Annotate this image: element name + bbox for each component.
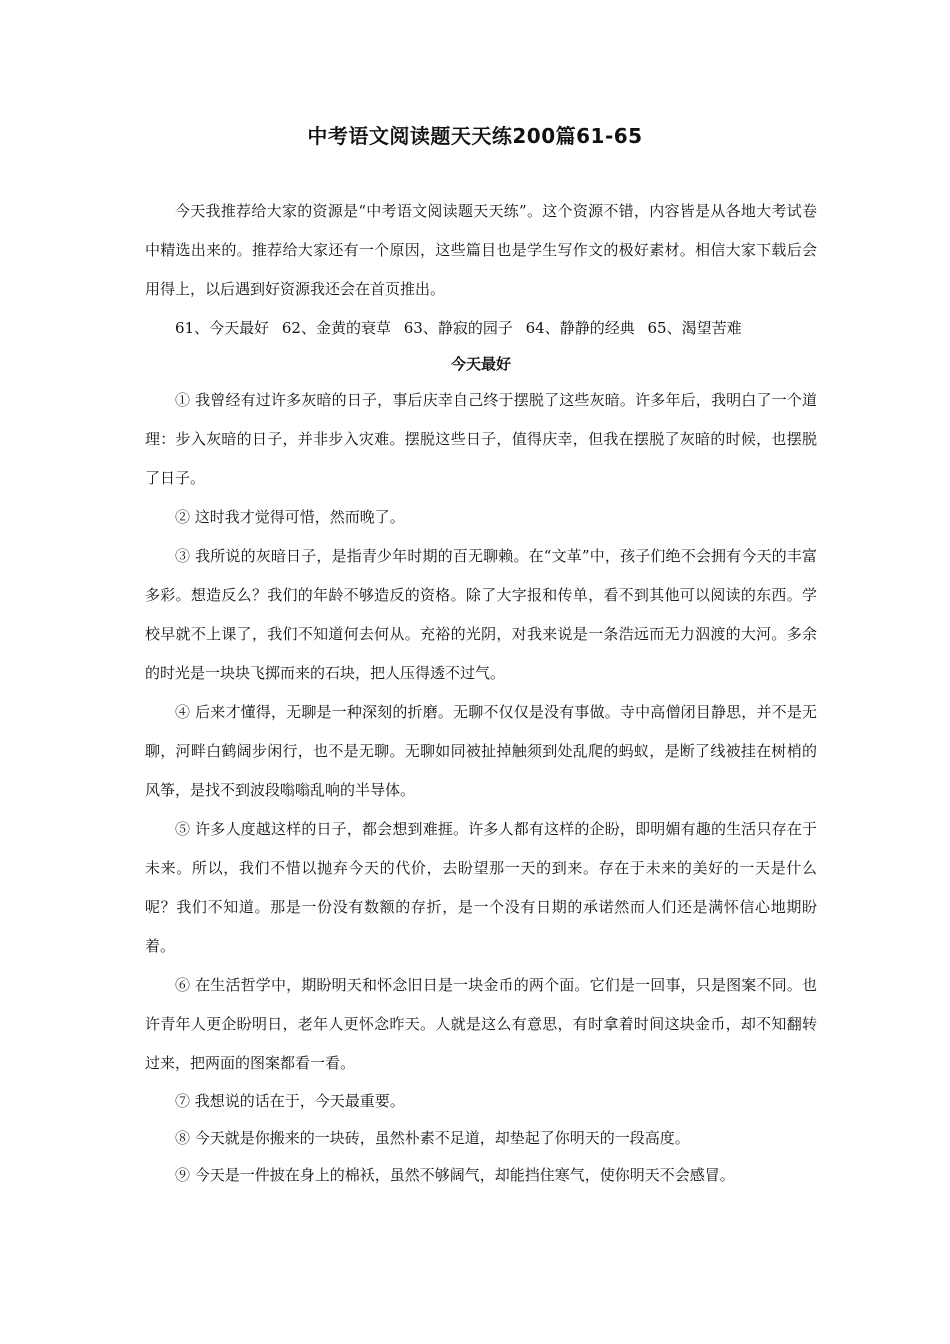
paragraph-1: ① 我曾经有过许多灰暗的日子，事后庆幸自己终于摆脱了这些灰暗。许多年后，我明白了一个道理：步入灰暗的日子，并非步入灾难。摆脱这些日子，值得庆幸，但我在摆脱了灰暗的时候，也摆脱了日子。 [145,391,817,487]
paragraph-3: ③ 我所说的灰暗日子，是指青少年时期的百无聊赖。在“文革”中，孩子们绝不会拥有今天的丰富多彩。想造反么？我们的年龄不够造反的资格。除了大字报和传单，看不到其他可以阅读的东西。学校早就不上课了，我们不知道何去何从。充裕的光阴，对我来说是一条浩远而无力泅渡的大河。多余的时光是一块块飞掷而来的石块，把人压得透不过气。 [145,547,817,682]
article-link-61[interactable]: 61、今天最好 [175,319,270,337]
paragraph-9: ⑨ 今天是一件披在身上的棉袄，虽然不够阔气，却能挡住寒气，使你明天不会感冒。 [175,1166,735,1184]
intro-paragraph: 今天我推荐给大家的资源是“中考语文阅读题天天练”。这个资源不错，内容皆是从各地大考试卷中精选出来的。推荐给大家还有一个原因，这些篇目也是学生写作文的极好素材。相信大家下载后会用得上，以后遇到好资源我还会在首页推出。 [145,202,817,298]
document-body [145,192,817,1194]
paragraph-5: ⑤ 许多人度越这样的日子，都会想到难捱。许多人都有这样的企盼，即明媚有趣的生活只存在于未来。所以，我们不惜以抛弃今天的代价，去盼望那一天的到来。存在于未来的美好的一天是什么呢？我们不知道。那是一份没有数额的存折，是一个没有日期的承诺然而人们还是满怀信心地期盼着。 [145,820,817,955]
article-link-64[interactable]: 64、静静的经典 [525,319,635,337]
paragraph-2: ② 这时我才觉得可惜，然而晚了。 [175,508,405,526]
paragraph-8: ⑧ 今天就是你搬来的一块砖，虽然朴素不足道，却垫起了你明天的一段高度。 [175,1129,690,1147]
section-title: 今天最好 [450,355,511,373]
paragraph-4: ④ 后来才懂得，无聊是一种深刻的折磨。无聊不仅仅是没有事做。寺中高僧闭目静思，并不是无聊，河畔白鹤阔步闲行，也不是无聊。无聊如同被扯掉触须到处乱爬的蚂蚁，是断了线被挂在树梢的风筝，是找不到波段嗡嗡乱响的半导体。 [145,703,817,799]
article-link-63[interactable]: 63、静寂的园子 [403,319,513,337]
paragraph-6: ⑥ 在生活哲学中，期盼明天和怀念旧日是一块金币的两个面。它们是一回事，只是图案不同。也许青年人更企盼明日，老年人更怀念昨天。人就是这么有意思，有时拿着时间这块金币，却不知翻转过来，把两面的图案都看一看。 [145,976,817,1072]
paragraph-7: ⑦ 我想说的话在于，今天最重要。 [175,1092,405,1110]
article-list [145,309,817,347]
article-link-62[interactable]: 62、金黄的衰草 [281,319,391,337]
document-title: 中考语文阅读题天天练200篇61-65 [307,124,643,148]
article-link-65[interactable]: 65、渴望苦难 [647,319,742,337]
